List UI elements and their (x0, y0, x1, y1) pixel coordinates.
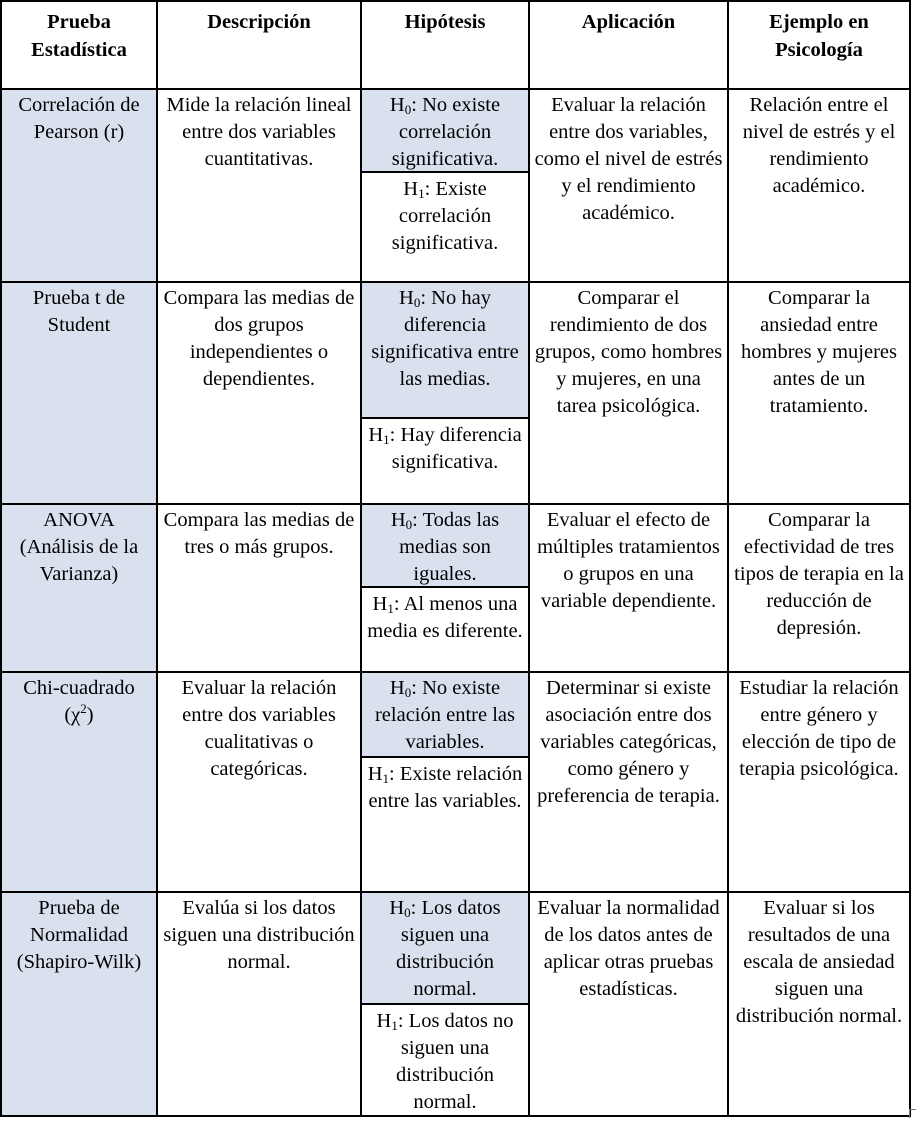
alternative-hypothesis: $H_1$: Los datos no siguen una distribución normal. (376, 1010, 514, 1113)
h0-text: Los datos siguen una distribución normal. (396, 897, 501, 1000)
application-cell: Evaluar la normalidad de los datos antes de aplicar otras pruebas estadísticas. (528, 893, 727, 1115)
test-name-cell: Prueba t de Student (0, 283, 156, 503)
chi-symbol: (χ (64, 704, 81, 726)
table-row (0, 505, 911, 673)
hypothesis-cell (360, 893, 528, 1115)
h-letter: H (367, 763, 383, 785)
h1-text: Al menos una media es diferente. (367, 593, 523, 642)
alternative-hypothesis: $H_1$: Hay diferencia significativa. (368, 424, 522, 473)
alternative-hypothesis: $H_1$: Existe relación entre las variables. (367, 763, 523, 812)
h0-text: No hay diferencia significativa entre las medias. (371, 287, 519, 390)
h1-text: Existe correlación significativa. (391, 178, 499, 254)
table-row (0, 283, 911, 505)
test-name-cell: Prueba de Normalidad (Shapiro-Wilk) (0, 893, 156, 1115)
h0-text: No existe relación entre las variables. (374, 677, 515, 753)
table-row (0, 673, 911, 893)
header-example: Ejemplo en Psicología (727, 2, 911, 88)
table-row (0, 90, 911, 283)
h-letter: H (389, 677, 405, 699)
null-hypothesis: $H_0$: Los datos siguen una distribución normal. (362, 893, 528, 1005)
h-letter: H (403, 178, 419, 200)
h1-subscript: 1 (382, 771, 390, 786)
hypothesis-cell (360, 673, 528, 891)
null-hypothesis: $H_0$: No hay diferencia significativa entre las medias. (362, 283, 528, 419)
application-cell: Evaluar la relación entre dos variables, como el nivel de estrés y el rendimiento académico. (528, 90, 727, 281)
description-cell: Compara las medias de tres o más grupos. (156, 505, 360, 671)
header-application: Aplicación (528, 2, 727, 88)
hypothesis-cell (360, 505, 528, 671)
header-test: Prueba Estadística (0, 2, 156, 88)
h0-subscript: 0 (413, 295, 421, 310)
chi-superscript: 2 (80, 701, 87, 716)
example-cell: Comparar la ansiedad entre hombres y mujeres antes de un tratamiento. (727, 283, 911, 503)
h1-text: Existe relación entre las variables. (368, 763, 523, 812)
description-cell: Mide la relación lineal entre dos variables cuantitativas. (156, 90, 360, 281)
alternative-hypothesis: $H_1$: Existe correlación significativa. (391, 178, 499, 254)
chi-symbol-close: ) (86, 704, 94, 726)
example-cell: Evaluar si los resultados de una escala de ansiedad siguen una distribución normal. (727, 893, 911, 1115)
h1-subscript: 1 (383, 432, 390, 447)
header-hypothesis-label: Hipótesis (404, 11, 486, 33)
h-letter: H (390, 509, 406, 531)
description-cell: Evalúa si los datos siguen una distribución normal. (156, 893, 360, 1115)
h0-subscript: 0 (404, 102, 412, 117)
h1-text: Los datos no siguen una distribución normal. (396, 1010, 514, 1113)
alternative-hypothesis: $H_1$: Al menos una media es diferente. (367, 593, 523, 642)
h0-subscript: 0 (404, 685, 412, 700)
h-letter: H (376, 1010, 392, 1032)
h0-text: No existe correlación significativa. (391, 94, 501, 170)
test-name-text: Chi-cuadrado (23, 677, 135, 699)
h1-subscript: 1 (387, 601, 394, 616)
h1-text: Hay diferencia significativa. (391, 424, 522, 473)
h1-subscript: 1 (418, 186, 425, 201)
h-letter: H (399, 287, 414, 309)
h0-text: Todas las medias son iguales. (399, 509, 500, 585)
hypothesis-cell (360, 283, 528, 503)
test-name-cell: Correlación de Pearson (r) (0, 90, 156, 281)
null-hypothesis: $H_0$: Todas las medias son iguales. (362, 505, 528, 588)
application-cell: Determinar si existe asociación entre dos variables categóricas, como género y preferencia de terapia. (528, 673, 727, 891)
application-cell: Comparar el rendimiento de dos grupos, como hombres y mujeres, en una tarea psicológica. (528, 283, 727, 503)
header-description: Descripción (156, 2, 360, 88)
page-corner-mark (909, 1109, 916, 1118)
table-row (0, 893, 911, 1117)
table-header-row (0, 0, 911, 90)
h0-subscript: 0 (405, 517, 413, 532)
example-cell: Comparar la efectividad de tres tipos de terapia en la reducción de depresión. (727, 505, 911, 671)
null-hypothesis: $H_0$: No existe correlación significativa. (362, 90, 528, 173)
h0-subscript: 0 (404, 905, 411, 920)
h-letter: H (372, 593, 388, 615)
description-cell: Compara las medias de dos grupos independientes o dependientes. (156, 283, 360, 503)
null-hypothesis: $H_0$: No existe relación entre las variables. (362, 673, 528, 758)
example-cell: Relación entre el nivel de estrés y el rendimiento académico. (727, 90, 911, 281)
h-letter: H (389, 897, 405, 919)
test-name-cell: ANOVA (Análisis de la Varianza) (0, 505, 156, 671)
header-hypothesis (360, 2, 528, 88)
h-letter: H (389, 94, 405, 116)
description-cell: Evaluar la relación entre dos variables cualitativas o categóricas. (156, 673, 360, 891)
application-cell: Evaluar el efecto de múltiples tratamientos o grupos en una variable dependiente. (528, 505, 727, 671)
hypothesis-cell (360, 90, 528, 281)
h1-subscript: 1 (391, 1018, 398, 1033)
example-cell: Estudiar la relación entre género y elección de tipo de terapia psicológica. (727, 673, 911, 891)
h-letter: H (368, 424, 384, 446)
test-name-cell (0, 673, 156, 891)
